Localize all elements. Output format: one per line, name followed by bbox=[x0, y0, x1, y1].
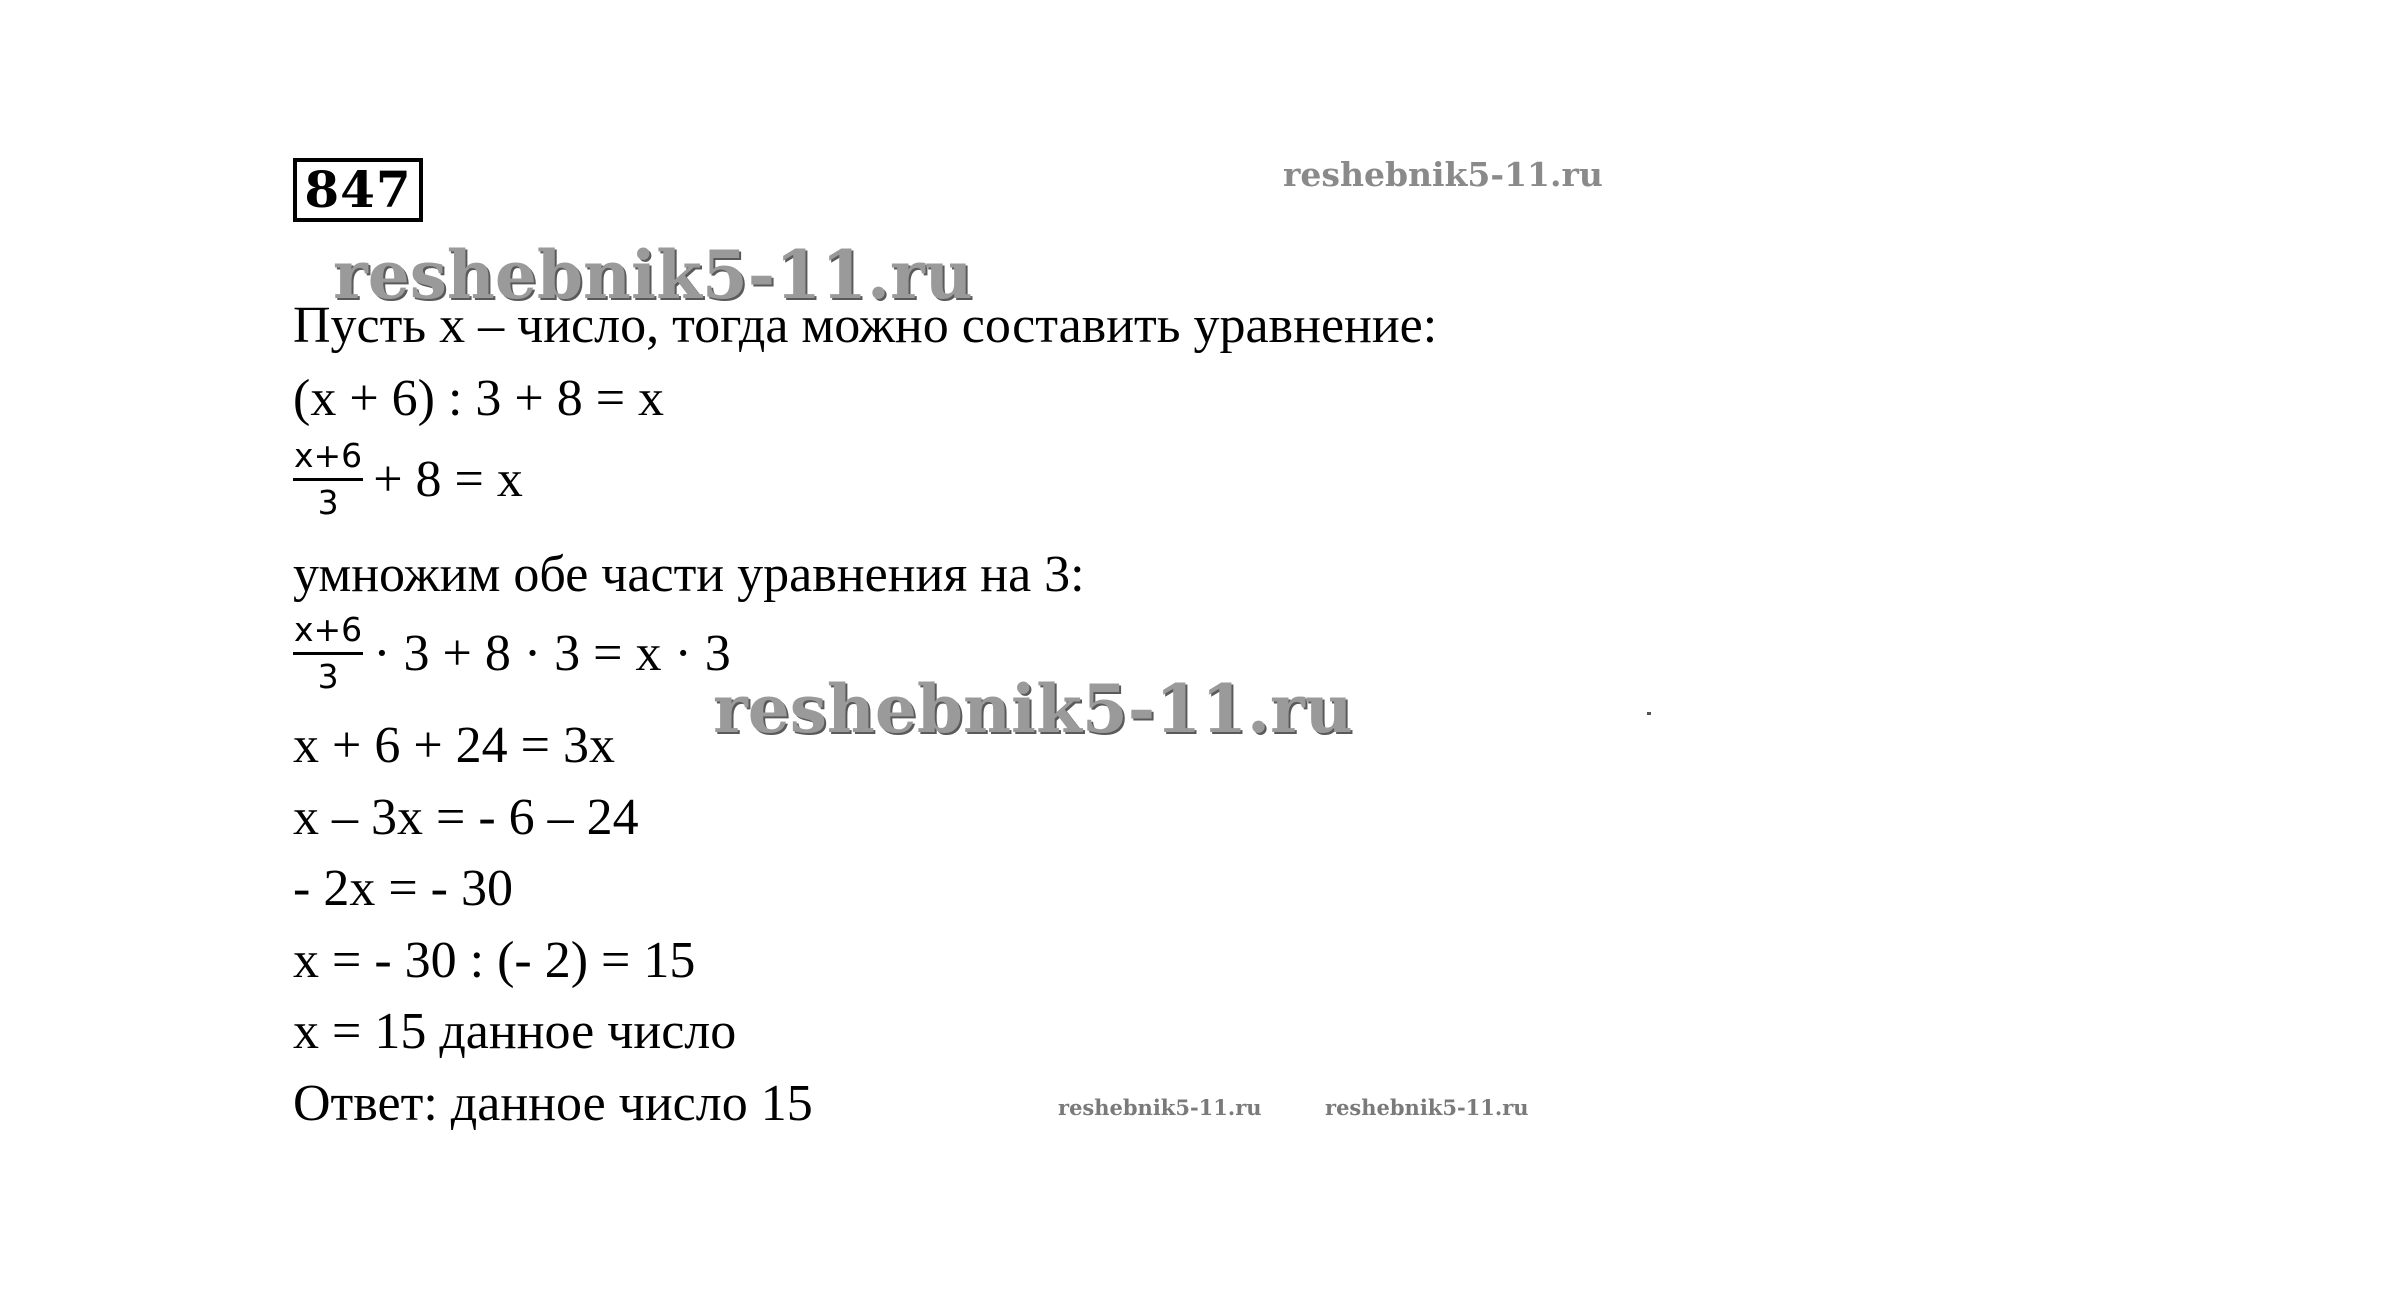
fraction-equation-2 bbox=[293, 610, 731, 697]
equation-5: - 2х = - 30 bbox=[293, 860, 513, 917]
equation-7: х = 15 данное число bbox=[293, 1003, 737, 1060]
fraction-2 bbox=[293, 610, 363, 697]
watermark-top: reshebnik5-11.ru bbox=[1283, 155, 1603, 194]
fraction-2-numerator: x+6 bbox=[293, 610, 363, 655]
scan-dot bbox=[1647, 712, 1651, 715]
watermark-small-right: reshebnik5-11.ru bbox=[1325, 1095, 1529, 1120]
watermark-large-upper: reshebnik5-11.ru bbox=[333, 236, 973, 314]
equation-4: х – 3х = - 6 – 24 bbox=[293, 789, 639, 846]
watermark-large-middle: reshebnik5-11.ru bbox=[713, 670, 1353, 748]
problem-number-box: 847 bbox=[293, 158, 423, 222]
fraction-2-tail: · 3 + 8 · 3 = х · 3 bbox=[373, 624, 731, 682]
fraction-1-numerator: x+6 bbox=[293, 436, 363, 481]
fraction-equation-1 bbox=[293, 436, 523, 523]
equation-6: х = - 30 : (- 2) = 15 bbox=[293, 932, 696, 989]
answer-line: Ответ: данное число 15 bbox=[293, 1075, 813, 1132]
fraction-1-denominator: 3 bbox=[317, 483, 339, 522]
fraction-2-denominator: 3 bbox=[317, 657, 339, 696]
fraction-1-tail: + 8 = х bbox=[373, 450, 523, 508]
multiply-note: умножим обе части уравнения на 3: bbox=[293, 546, 1085, 603]
equation-1: (х + 6) : 3 + 8 = х bbox=[293, 370, 665, 427]
solution-intro: Пусть х – число, тогда можно составить уравнение: bbox=[293, 297, 1438, 354]
watermark-small-left: reshebnik5-11.ru bbox=[1058, 1095, 1262, 1120]
fraction-1 bbox=[293, 436, 363, 523]
equation-3: х + 6 + 24 = 3х bbox=[293, 717, 615, 774]
